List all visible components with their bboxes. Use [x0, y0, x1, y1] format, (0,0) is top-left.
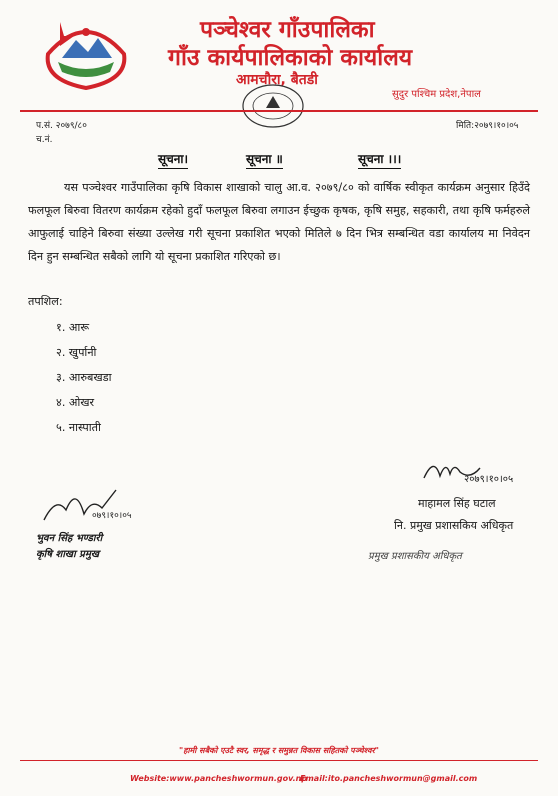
office-seal-icon [240, 82, 306, 130]
notice-body: यस पञ्चेश्वर गाउँपालिका कृषि विकास शाखाको चालु आ.व. २०७९/८० को वार्षिक स्वीकृत कार्यक्रम अनुसार हिउँदे फलफूल बिरुवा वितरण कार्यक्रम रहेको हुदाँ फलफूल बिरुवा लगाउन ईच्छुक कृषक, कृषि समुह, सहकारी, तथा कृषि फर्महरुले आफुलाई चाहिने बिरुवा संख्या उल्लेख गरी सूचना प्रकाशित भएको मितिले ७ दिन भित्र सम्बन्धित वडा कार्यालय मा निवेदन दिन हुन सम्बन्धित सबैको लागि यो सूचना प्रकाशित गरिएको छ। [28, 181, 530, 263]
signature-left-icon [36, 480, 156, 532]
signatory-name-left: भुवन सिंह भण्डारी [36, 533, 103, 544]
signature-right-date: २०७९।१०।०५ [464, 474, 514, 485]
office-name: पञ्चेश्वर गाँउपालिका [200, 17, 375, 43]
province-label: सुदुर पश्चिम प्रदेश,नेपाल [392, 89, 481, 100]
letter-number: प.सं. २०७९/८० [36, 121, 87, 131]
signature-right-icon [420, 452, 530, 488]
footer-website: Website:www.pancheshwormun.gov.np [130, 774, 308, 783]
office-address: आमचौरा, बैतडी [236, 72, 318, 88]
header-divider [20, 110, 538, 112]
footer-divider [20, 760, 538, 761]
list-item: २. खुर्पानी [56, 346, 97, 359]
office-subtitle: गाँउ कार्यपालिकाको कार्यालय [168, 45, 413, 71]
footer-slogan: "हामी सबैको एउटै स्वर, समृद्ध र समुन्नत विकास सहितको पञ्चेश्वर" [179, 746, 379, 755]
list-item: ३. आरुबखडा [56, 371, 112, 384]
list-item: १. आरू [56, 321, 90, 334]
list-item: ४. ओखर [56, 396, 95, 409]
dispatch-number: च.नं. [36, 135, 53, 145]
list-item: ५. नास्पाती [56, 421, 101, 434]
signatory-name-right: माहामल सिंह घटाल [418, 497, 496, 510]
signatory-post-left: कृषि शाखा प्रमुख [36, 549, 100, 560]
details-label: तपशिल: [28, 295, 63, 308]
signature-left-date: ०७९।१०।०५ [92, 511, 132, 521]
footer-email: Email:ito.pancheshwormun@gmail.com [300, 774, 478, 783]
signatory-stamp-right: प्रमुख प्रशासकीय अधिकृत [368, 551, 462, 562]
letter-date: मिति:२०७९।१०।०५ [456, 121, 519, 131]
notice-heading-1: सूचना। [158, 150, 188, 169]
notice-heading-2: सूचना ॥ [246, 150, 283, 169]
nepal-emblem-icon [40, 14, 132, 92]
notice-heading-3: सूचना ।।। [358, 150, 401, 169]
signatory-post-right: नि. प्रमुख प्रशासकिय अधिकृत [394, 519, 514, 532]
